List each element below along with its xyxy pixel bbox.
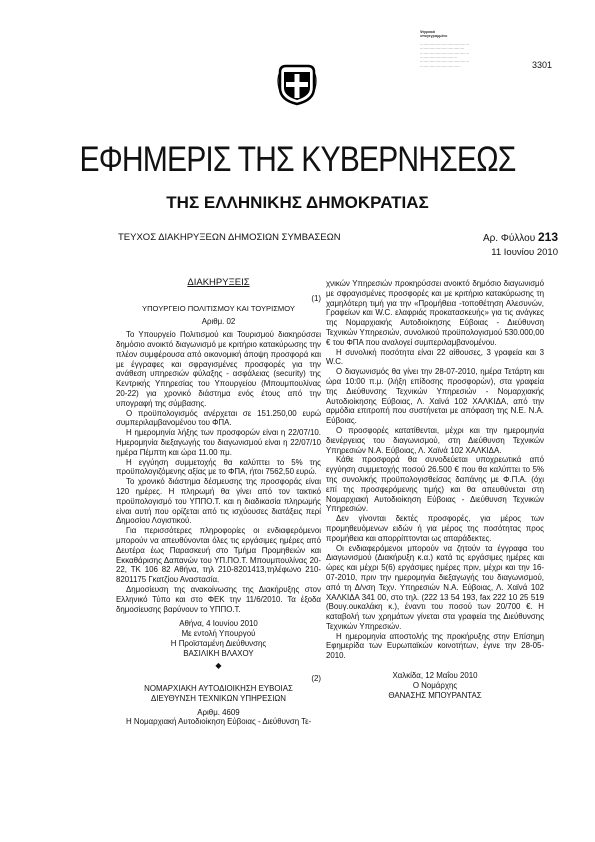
gazette-subtitle: ΤΗΣ ΕΛΛΗΝΙΚΗΣ ΔΗΜΟΚΡΑΤΙΑΣ <box>166 193 429 212</box>
signature-date: Χαλκίδα, 12 Μαΐου 2010 <box>392 671 478 681</box>
signature-line: Η Προϊσταμένη Διεύθυνσης <box>170 638 267 648</box>
right-column <box>326 279 544 700</box>
separator-diamond-icon: ◆ <box>215 661 222 671</box>
sheet-label: Αρ. Φύλλου <box>482 233 536 244</box>
paragraph: Δεν γίνονται δεκτές προσφορές, για μέρος των προμηθευόμενων ειδών ή για μέρος της ποσότητας προς προμήθεια και απορρίπτονται ως απαράδεκτες. <box>326 514 544 543</box>
section-heading: ΔΙΑΚΗΡΥΞΕΙΣ <box>187 277 250 288</box>
paragraph: Ο προσφορές κατατίθενται, μέχρι και την ημερομηνία διενέργειας του διαγωνισμού, στη Διεύθυνση Τεχνικών Υπηρεσιών Ν.Α. Εύβοιας, Λ. Χαϊνά 102 ΧΑΛΚΙΔΑ. <box>326 425 544 455</box>
gazette-title: ΕΦΗΜΕΡΙΣ ΤΗΣ ΚΥΒΕΡΝΗΣΕΩΣ <box>79 140 516 179</box>
signatory-name: ΒΑΣΙΛΙΚΗ ΒΛΑΧΟΥ <box>183 648 254 658</box>
paragraph: Το χρονικό διάστημα δέσμευσης της προσφοράς είναι 120 ημέρες. Η πληρωμή θα γίνει από τον τακτικό προϋπολογισμό του ΥΠΠΟ.Τ. και η διαδικασία πληρωμής είναι αυτή που ορίζεται από τις ισχύουσες διατάξεις περί Δημοσίου Λογιστικού. <box>116 477 321 526</box>
reference-number-2: Αριθμ. 4609 <box>197 707 240 717</box>
sheet-number <box>483 230 558 244</box>
reference-number-1: Αριθμ. 02 <box>201 317 236 327</box>
ministry-heading: ΥΠΟΥΡΓΕΙΟ ΠΟΛΙΤΙΣΜΟΥ ΚΑΙ ΤΟΥΡΙΣΜΟΥ <box>142 303 295 313</box>
digital-signature-stamp: Ψηφιακά υπογεγραμμένο ········································· ····································· ········································· ······························· ········································· ·································· <box>420 30 470 69</box>
greek-emblem-icon <box>276 62 318 106</box>
paragraph: Ο διαγωνισμός θα γίνει την 28-07-2010, ημέρα Τετάρτη και ώρα 10:00 π.μ. (λήξη επίδοσης προσφορών), στα γραφεία της Διεύθυνσης Τεχνικών Υπηρεσιών - Νομαρχιακής Αυτοδιοίκησης Εύβοιας, Λ. Χαϊνά 102 ΧΑΛΚΙΔΑ, από την αρμόδια επιτροπή που συστήνεται με απόφαση της Ν.Ε. Ν.Α. Εύβοιας. <box>326 367 544 426</box>
paragraph: Το Υπουργείο Πολιτισμού και Τουρισμού διακηρύσσει δημόσιο ανοικτό διαγωνισμό με κριτήριο κατακύρωσης την πλέον συμφέρουσα από οικονομική άποψη προσφορά και με έγγραφες και σφραγισμένες προσφορές για την ανάθεση υπηρεσιών φύλαξης - ασφάλειας (security) της Κεντρικής Υπηρεσίας του Υπουργείου (Μπουμπουλίνας 20-22) για χρονικό διάστημα ενός έτους από την υπογραφή της σύμβασης. <box>116 330 321 408</box>
paragraph: χνικών Υπηρεσιών προκηρύσσει ανοικτό δημόσιο διαγωνισμό με σφραγισμένες προσφορές και με κριτήριο κατακύρωσης τη χαμηλότερη τιμή για την «Προμήθεια -τοποθέτηση Αλεσυνών, Γραφείων και W.C. ελαφριάς προκατασκευής» για τις ανάγκες της Νομαρχιακής Αυτοδιοίκησης Εύβοιας - Διεύθυνση Τεχνικών Υπηρεσιών, συνολικού προϋπολογισμού 530.000,00 € του ΦΠΑ που αναλογεί συμπεριλαμβανομένου. <box>326 279 544 347</box>
paragraph: Οι ενδιαφερόμενοι μπορούν να ζητούν τα έγγραφα του Διαγωνισμού (Διακήρυξη κ.α.) κατά τις εργάσιμες ημέρες και ώρες και μέχρι 5(6) εργάσιμες ημέρες πριν, μέχρι και την 16-07-2010, πριν την ημερομηνία διεξαγωγής του διαγωνισμού, από τη Δ/νση Τεχν. Υπηρεσιών Ν.Α. Εύβοιας, Λ. Χαϊνά 102 ΧΑΛΚΙΔΑ 341 00, στο τηλ. (222 13 54 193, fax 222 10 25 519 (Βουγ.ουκαλάκη κ.), έναντι του ποσού των 20/700 €. Η καταβολή των χρημάτων γίνεται στα γραφεία της Διεύθυνσης Τεχνικών Υπηρεσιών. <box>326 543 544 631</box>
paragraph: Η ημερομηνία λήξης των προσφορών είναι η 22/07/10. Ημερομηνία διεξαγωγής του διαγωνισμού είναι η 22/07/10 ημέρα Πέμπτη και ώρα 11.00 πμ. <box>116 428 321 457</box>
signatory-name: ΘΑΝΑΣΗΣ ΜΠΟΥΡΑΝΤΑΣ <box>388 690 482 700</box>
paragraph: Κάθε προσφορά θα συνοδεύεται υποχρεωτικά από εγγύηση συμμετοχής ποσού 26.500 € που θα καλύπτει το 5% της συνολικής προϋπολογισθείσας δαπάνης με Φ.Π.Α. (όχι επί της προσφερόμενης τιμής) και θα απευθύνεται στη Νομαρχιακή Αυτοδιοίκηση Εύβοιας - Διεύθυνση Τεχνικών Υπηρεσιών. <box>326 455 544 514</box>
signature-line: Με εντολή Υπουργού <box>181 629 256 639</box>
paragraph: Η εγγύηση συμμετοχής θα καλύπτει το 5% της προϋπολογιζόμενης αξίας με το ΦΠΑ, ήτοι 7562,50 ευρώ. <box>116 457 321 477</box>
authority-heading: ΝΟΜΑΡΧΙΑΚΗ ΑΥΤΟΔΙΟΙΚΗΣΗ ΕΥΒΟΙΑΣ <box>144 684 293 694</box>
paragraph: Δημοσίευση της ανακοίνωσης της Διακήρυξης στον Ελληνικό Τύπο και στο ΦΕΚ την 11/6/2010. Τα έξοδα δημοσίευσης βαρύνουν το ΥΠΠΟ.Τ. <box>116 584 321 614</box>
left-column <box>116 278 321 727</box>
department-heading: ΔΙΕΥΘΥΝΣΗ ΤΕΧΝΙΚΩΝ ΥΠΗΡΕΣΙΩΝ <box>150 693 286 703</box>
issue-date: 11 Ιουνίου 2010 <box>491 247 558 258</box>
page-number: 3301 <box>531 60 552 70</box>
notice-number-2: (2) <box>311 674 321 684</box>
paragraph: Η ημερομηνία αποστολής της προκήρυξης στην Επίσημη Εφημερίδα των Ευρωπαϊκών κοινοτήτων, έγινε την 28-05-2010. <box>326 631 544 661</box>
paragraph: Για περισσότερες πληροφορίες οι ενδιαφερόμενοι μπορούν να απευθύνονται όλες τις εργάσιμες ημέρες από Δευτέρα έως Παρασκευή στο Τμήμα Προμηθειών και Εκκαθάρισης Δαπανών του ΥΠ.ΠΟ.Τ. Μπουμπουλίνας 20-22, ΤΚ 106 82 Αθήνα, τηλ 210-8201413,τηλέφωνο 210-8201175 Γκατζίου Αναστασία. <box>116 526 321 585</box>
paragraph: Η Νομαρχιακή Αυτοδιοίκηση Εύβοιας - Διεύθυνση Τε- <box>126 717 312 727</box>
paragraph: Η συνολική ποσότητα είναι 22 αίθουσες, 3 γραφεία και 3 W.C. <box>326 347 544 367</box>
paragraph: Ο προϋπολογισμός ανέρχεται σε 151.250,00 ευρώ συμπεριλαμβανομένου του ΦΠΑ. <box>116 408 321 428</box>
issue-series: ΤΕΥΧΟΣ ΔΙΑΚΗΡΥΞΕΩΝ ΔΗΜΟΣΙΩΝ ΣΥΜΒΑΣΕΩΝ <box>118 232 341 243</box>
signature-line: Ο Νομάρχης <box>412 680 458 690</box>
sheet-value: 213 <box>537 230 558 244</box>
signature-date: Αθήνα, 4 Ιουνίου 2010 <box>179 619 258 629</box>
notice-number-1: (1) <box>311 293 321 303</box>
